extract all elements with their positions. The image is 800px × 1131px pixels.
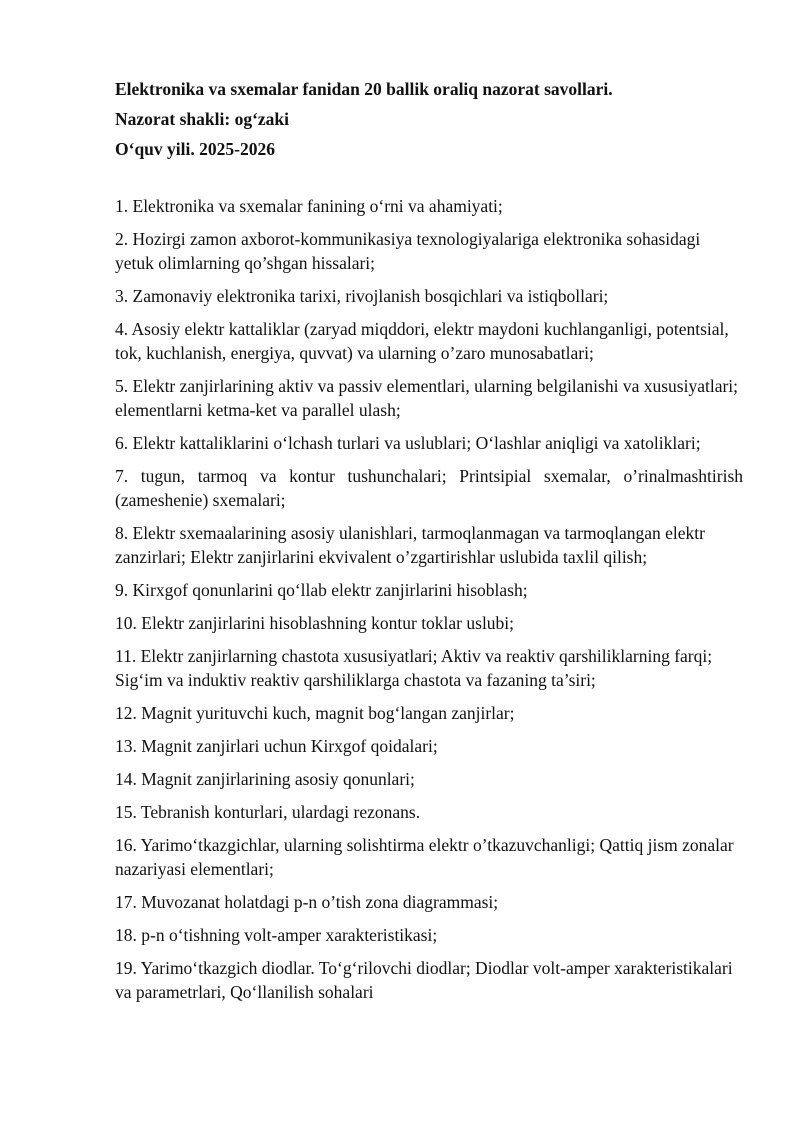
question-item: 16. Yarimo‘tkazgichlar, ularning solishtirma elektr o’tkazuvchanligi; Qattiq jism zonalar nazariyasi elementlari;	[115, 835, 734, 879]
header-spacer	[115, 164, 743, 194]
question-item: 12. Magnit yurituvchi kuch, magnit bog‘langan zanjirlar;	[115, 703, 515, 723]
question-item: 15. Tebranish konturlari, ulardagi rezonans.	[115, 802, 421, 822]
document-page	[115, 74, 743, 1013]
question-item: 3. Zamonaviy elektronika tarixi, rivojlanish bosqichlari va istiqbollari;	[115, 286, 609, 306]
question-item: 9. Kirxgof qonunlarini qo‘llab elektr zanjirlarini hisoblash;	[115, 580, 528, 600]
question-item: 2. Hozirgi zamon axborot-kommunikasiya texnologiyalariga elektronika sohasidagi yetuk olimlarning qo’shgan hissalari;	[115, 229, 701, 273]
question-item: 5. Elektr zanjirlarining aktiv va passiv elementlari, ularning belgilanishi va xususiyatlari; elementlarni ketma-ket va parallel ulash;	[115, 376, 739, 420]
question-item: 8. Elektr sxemaalarining asosiy ulanishlari, tarmoqlanmagan va tarmoqlangan elektr zanzirlari; Elektr zanjirlarini ekvivalent o’zgartirishlar uslubida taxlil qilish;	[115, 523, 705, 567]
question-item: 13. Magnit zanjirlari uchun Kirxgof qoidalari;	[115, 736, 438, 756]
question-list	[115, 194, 743, 1004]
question-item: 4. Asosiy elektr kattaliklar (zaryad miqddori, elektr maydoni kuchlanganligi, potentsial, tok, kuchlanish, energiya, quvvat) va ularning o’zaro munosabatlari;	[115, 319, 729, 363]
question-item: 7. tugun, tarmoq va kontur tushunchalari; Printsipial sxemalar, o’rinalmashtirish (zameshenie) sxemalari;	[115, 466, 743, 510]
question-item: 11. Elektr zanjirlarning chastota xususiyatlari; Aktiv va reaktiv qarshiliklarning farqi; Sig‘im va induktiv reaktiv qarshiliklarga chastota va fazaning ta’siri;	[115, 646, 713, 690]
question-item: 17. Muvozanat holatdagi p-n o’tish zona diagrammasi;	[115, 892, 499, 912]
document-title: Elektronika va sxemalar fanidan 20 ballik oraliq nazorat savollari.	[115, 79, 613, 99]
question-item: 10. Elektr zanjirlarini hisoblashning kontur toklar uslubi;	[115, 613, 515, 633]
question-item: 18. p-n o‘tishning volt-amper xarakteristikasi;	[115, 925, 438, 945]
question-item: 19. Yarimo‘tkazgich diodlar. To‘g‘rilovchi diodlar; Diodlar volt-amper xarakteristikalari va parametrlari, Qo‘llanilish sohalari	[115, 958, 733, 1002]
control-form: Nazorat shakli: og‘zaki	[115, 109, 290, 129]
question-item: 14. Magnit zanjirlarining asosiy qonunlari;	[115, 769, 415, 789]
academic-year: O‘quv yili. 2025-2026	[115, 139, 275, 159]
question-item: 6. Elektr kattaliklarini o‘lchash turlari va uslublari; O‘lashlar aniqligi va xatoliklari;	[115, 433, 701, 453]
question-item: 1. Elektronika va sxemalar fanining o‘rni va ahamiyati;	[115, 196, 503, 216]
